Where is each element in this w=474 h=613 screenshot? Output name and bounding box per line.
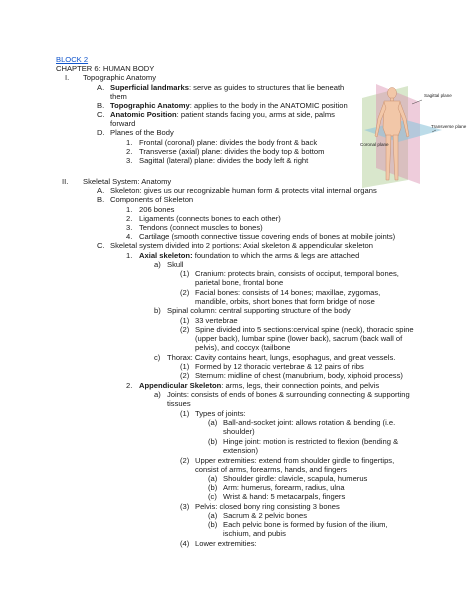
outline-marker: a) [154, 390, 161, 399]
outline-item: Upper extremities: extend from shoulder girdle to fingertips, [195, 456, 395, 465]
outline-marker: (a) [208, 474, 218, 483]
outline-item: Hinge joint: motion is restricted to flexion (bending & [223, 437, 399, 446]
outline-item-continued: mandible, orbits, short bones that form bridge of nose [195, 297, 375, 306]
outline-marker: (1) [180, 269, 190, 278]
outline-marker: (a) [208, 511, 218, 520]
chapter-title: CHAPTER 6: HUMAN BODY [56, 64, 155, 73]
outline-marker: 1. [126, 251, 133, 260]
term: Anatomic Position [110, 110, 177, 119]
outline-item: Planes of the Body [110, 128, 174, 137]
outline-marker: (b) [208, 520, 218, 529]
outline-item-continued: ischium, and pubis [223, 529, 286, 538]
outline-item-continued: shoulder) [223, 427, 255, 436]
outline-marker: (2) [180, 325, 190, 334]
term: Appendicular Skeleton [139, 381, 222, 390]
outline-item: Spinal column: central supporting structure of the body [167, 306, 351, 315]
outline-marker: 2. [126, 381, 133, 390]
outline-item: Wrist & hand: 5 metacarpals, fingers [223, 492, 346, 501]
outline-marker: C. [97, 110, 105, 119]
sagittal-plane-label: Sagittal plane [424, 93, 452, 98]
outline-item: Skeletal system divided into 2 portions: Axial skeleton & appendicular skeleton [110, 241, 373, 250]
outline-item: Spine divided into 5 sections:cervical spine (neck), thoracic spine [195, 325, 414, 334]
outline-marker: (2) [180, 288, 190, 297]
outline-marker: 4. [126, 232, 133, 241]
outline-item: Components of Skeleton [110, 195, 194, 204]
outline-item: Tendons (connect muscles to bones) [139, 223, 263, 232]
outline-marker: 1. [126, 205, 133, 214]
outline-marker: b) [154, 306, 161, 315]
outline-marker: (1) [180, 362, 190, 371]
outline-item-continued: tissues [167, 399, 191, 408]
outline-item [139, 381, 379, 390]
outline-item-continued: (upper back), lumbar spine (lower back), sacrum (back wall of [195, 334, 403, 343]
outline-item [110, 110, 335, 119]
outline-item: Lower extremities: [195, 539, 257, 548]
outline-marker: (4) [180, 539, 190, 548]
transverse-plane-label: Transverse plane [431, 124, 467, 129]
outline-marker: 3. [126, 156, 133, 165]
outline-marker: B. [97, 195, 105, 204]
body-planes-figure [358, 80, 467, 190]
outline-item: Each pelvic bone is formed by fusion of the ilium, [223, 520, 388, 529]
outline-item: Facial bones: consists of 14 bones; maxillae, zygomas, [195, 288, 381, 297]
outline-item: Joints: consists of ends of bones & surrounding connecting & supporting [167, 390, 410, 399]
outline-marker: 2. [126, 214, 133, 223]
outline-item: Thorax: Cavity contains heart, lungs, esophagus, and great vessels. [167, 353, 396, 362]
outline-marker: (1) [180, 409, 190, 418]
outline-item: Pelvis: closed bony ring consisting 3 bones [195, 502, 340, 511]
term: Topographic Anatomy [110, 101, 190, 110]
block-link[interactable]: BLOCK 2 [56, 55, 89, 64]
outline-item: Sacrum & 2 pelvic bones [223, 511, 307, 520]
outline-item: Transverse (axial) plane: divides the body top & bottom [139, 147, 325, 156]
outline-marker: I. [65, 73, 70, 82]
definition: : arms, legs, their connection points, and pelvis [221, 381, 380, 390]
outline-item: Arm: humerus, forearm, radius, ulna [223, 483, 345, 492]
definition: : applies to the body in the ANATOMIC position [189, 101, 348, 110]
outline-item: Sagittal (lateral) plane: divides the body left & right [139, 156, 309, 165]
outline-item: Skeleton: gives us our recognizable human form & protects vital internal organs [110, 186, 377, 195]
outline-marker: A. [97, 186, 105, 195]
outline-marker: 1. [126, 138, 133, 147]
outline-item [110, 101, 348, 110]
outline-marker: (2) [180, 456, 190, 465]
outline-item: 206 bones [139, 205, 175, 214]
outline-item-continued: pelvis), and coccyx (tailbone [195, 343, 291, 352]
outline-item-continued: consist of arms, forearms, hands, and fingers [195, 465, 347, 474]
outline-item: Ball-and-socket joint: allows rotation & bending (i.e. [223, 418, 396, 427]
outline-marker: D. [97, 128, 105, 137]
outline-item-continued: extension) [223, 446, 259, 455]
outline-item: Types of joints: [195, 409, 246, 418]
section-heading: Skeletal System: Anatomy [83, 177, 172, 186]
outline-marker: (1) [180, 316, 190, 325]
outline-item: Cartilage (smooth connective tissue covering ends of bones at mobile joints) [139, 232, 396, 241]
coronal-plane-label: Coronal plane [360, 142, 389, 147]
outline-item [139, 251, 359, 260]
outline-marker: (b) [208, 483, 218, 492]
outline-item: 33 vertebrae [195, 316, 238, 325]
outline-marker: A. [97, 83, 105, 92]
outline-marker: (b) [208, 437, 218, 446]
outline-item-continued: forward [110, 119, 136, 128]
outline-marker: c) [154, 353, 161, 362]
outline-item-continued: parietal bone, frontal bone [195, 278, 284, 287]
section-heading: Topographic Anatomy [83, 73, 157, 82]
outline-marker: (c) [208, 492, 217, 501]
outline-marker: (3) [180, 502, 190, 511]
term: Superficial landmarks [110, 83, 189, 92]
outline-item [110, 83, 344, 92]
outline-item-continued: them [110, 92, 127, 101]
outline-marker: a) [154, 260, 161, 269]
outline-marker: 3. [126, 223, 133, 232]
term: Axial skeleton: [139, 251, 193, 260]
outline-marker: 2. [126, 147, 133, 156]
outline-item: Ligaments (connects bones to each other) [139, 214, 281, 223]
outline-item: Cranium: protects brain, consists of occiput, temporal bones, [195, 269, 399, 278]
definition: : serve as guides to structures that lie beneath [188, 83, 345, 92]
outline-item: Formed by 12 thoracic vertebrae & 12 pairs of ribs [195, 362, 364, 371]
outline-item: Frontal (coronal) plane: divides the body front & back [139, 138, 318, 147]
outline-marker: II. [62, 177, 69, 186]
outline-marker: B. [97, 101, 105, 110]
outline-item: Skull [167, 260, 184, 269]
outline-item: Shoulder girdle: clavicle, scapula, humerus [223, 474, 368, 483]
definition: foundation to which the arms & legs are attached [192, 251, 360, 260]
definition: : patient stands facing you, arms at side, palms [176, 110, 335, 119]
outline-marker: (2) [180, 371, 190, 380]
outline-marker: (a) [208, 418, 218, 427]
outline-item: Sternum: midline of chest (manubrium, body, xiphoid process) [195, 371, 403, 380]
outline-marker: C. [97, 241, 105, 250]
